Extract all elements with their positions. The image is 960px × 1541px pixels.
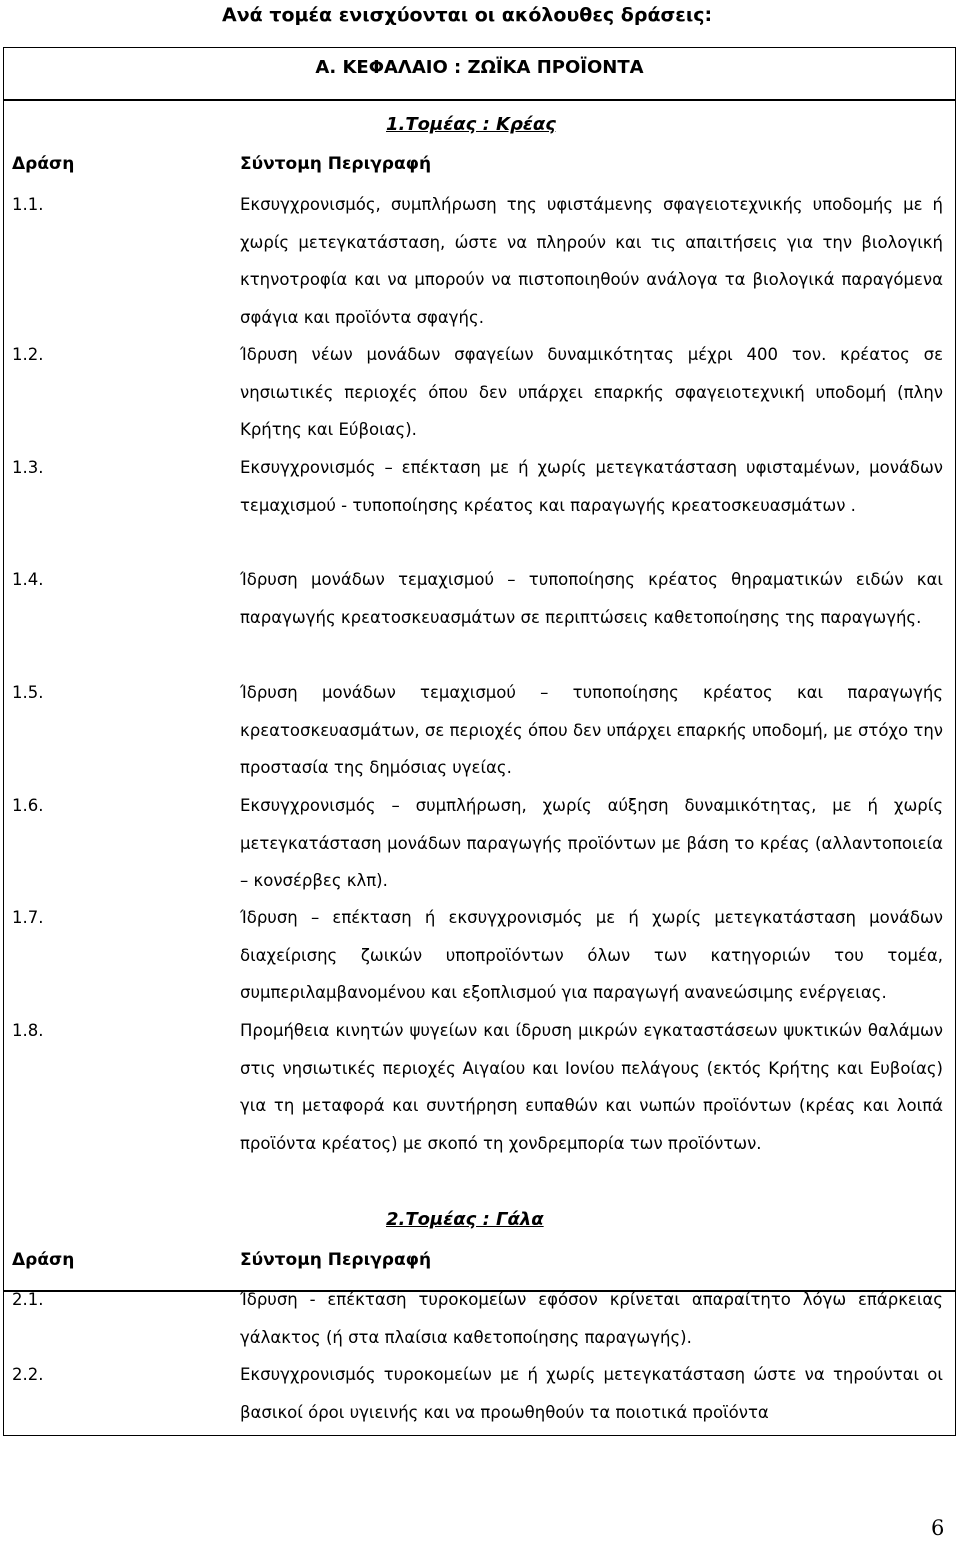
column-header-action: Δράση bbox=[12, 154, 75, 174]
action-description: Εκσυγχρονισμός – συμπλήρωση, χωρίς αύξηση δυναμικότητας, με ή χωρίς μετεγκατάσταση μονάδων παραγωγής προϊόντων με βάση το κρέας (αλλαντοποιεία – κονσέρβες κλπ). bbox=[240, 796, 943, 890]
action-number: 2.2. bbox=[12, 1365, 44, 1384]
column-header-description: Σύντομη Περιγραφή bbox=[240, 1250, 432, 1270]
action-number: 1.5. bbox=[12, 683, 44, 702]
action-number: 1.8. bbox=[12, 1021, 44, 1040]
action-description: Ίδρυση μονάδων τεμαχισμού – τυποποίησης κρέατος και παραγωγής κρεατοσκευασμάτων, σε περιοχές όπου δεν υπάρχει επαρκής υποδομή, με στόχο την προστασία της δημόσιας υγείας. bbox=[240, 683, 943, 777]
action-description: Προμήθεια κινητών ψυγείων και ίδρυση μικρών εγκαταστάσεων ψυκτικών θαλάμων στις νησιωτικές περιοχές Αιγαίου και Ιονίου πελάγους (εκτός Κρήτης και Ευβοίας) για τη μεταφορά και συντήρηση ευπαθών και νωπών προϊόντων (κρέας και λοιπά προϊόντα κρέατος) με σκοπό τη χονδρεμπορία των προϊόντων. bbox=[240, 1021, 943, 1153]
action-number: 1.2. bbox=[12, 345, 44, 364]
action-description: Εκσυγχρονισμός τυροκομείων με ή χωρίς μετεγκατάσταση ώστε να τηρούνται οι βασικοί όροι υγιεινής και να προωθηθούν τα ποιοτικά προϊόντα bbox=[240, 1365, 943, 1422]
action-number: 1.4. bbox=[12, 570, 44, 589]
column-header-action: Δράση bbox=[12, 1250, 75, 1270]
action-number: 2.1. bbox=[12, 1290, 44, 1309]
action-number: 1.3. bbox=[12, 458, 44, 477]
action-description: Ίδρυση - επέκταση τυροκομείων εφόσον κρίνεται απαραίτητο λόγω επάρκειας γάλακτος (ή στα πλαίσια καθετοποίησης παραγωγής). bbox=[240, 1290, 943, 1347]
table-divider bbox=[3, 99, 956, 101]
action-description: Ίδρυση μονάδων τεμαχισμού – τυποποίησης κρέατος θηραματικών ειδών και παραγωγής κρεατοσκευασμάτων σε περιπτώσεις καθετοποίησης της παραγωγής. bbox=[240, 570, 943, 627]
action-number: 1.6. bbox=[12, 796, 44, 815]
column-header-description: Σύντομη Περιγραφή bbox=[240, 154, 432, 174]
action-number: 1.7. bbox=[12, 908, 44, 927]
sector-title: 1.Τομέας : Κρέας bbox=[386, 114, 556, 135]
chapter-title: Α. ΚΕΦΑΛΑΙΟ : ΖΩΪΚΑ ΠΡΟΪΟΝΤΑ bbox=[315, 57, 644, 78]
action-description: Εκσυγχρονισμός – επέκταση με ή χωρίς μετεγκατάσταση υφισταμένων, μονάδων τεμαχισμού - τυποποίησης κρέατος και παραγωγής κρεατοσκευασμάτων . bbox=[240, 458, 943, 515]
page-heading: Ανά τομέα ενισχύονται οι ακόλουθες δράσεις: bbox=[222, 4, 713, 26]
action-number: 1.1. bbox=[12, 195, 44, 214]
action-description: Ίδρυση – επέκταση ή εκσυγχρονισμός με ή χωρίς μετεγκατάσταση μονάδων διαχείρισης ζωικών υποπροϊόντων όλων των κατηγοριών του τομέα, συμπεριλαμβανομένου και εξοπλισμού για παραγωγή ανανεώσιμης ενέργειας. bbox=[240, 908, 943, 1002]
sector-title: 2.Τομέας : Γάλα bbox=[386, 1209, 544, 1230]
page-number: 6 bbox=[931, 1516, 945, 1540]
action-description: Εκσυγχρονισμός, συμπλήρωση της υφιστάμενης σφαγειοτεχνικής υποδομής με ή χωρίς μετεγκατάσταση, ώστε να πληρούν και τις απαιτήσεις για την βιολογική κτηνοτροφία και να μπορούν να πιστοποιηθούν ανάλογα τα βιολογικά παραγόμενα σφάγια και προϊόντα σφαγής. bbox=[240, 195, 943, 327]
action-description: Ίδρυση νέων μονάδων σφαγείων δυναμικότητας μέχρι 400 τον. κρέατος σε νησιωτικές περιοχές όπου δεν υπάρχει επαρκής σφαγειοτεχνική υποδομή (πλην Κρήτης και Εύβοιας). bbox=[240, 345, 943, 439]
